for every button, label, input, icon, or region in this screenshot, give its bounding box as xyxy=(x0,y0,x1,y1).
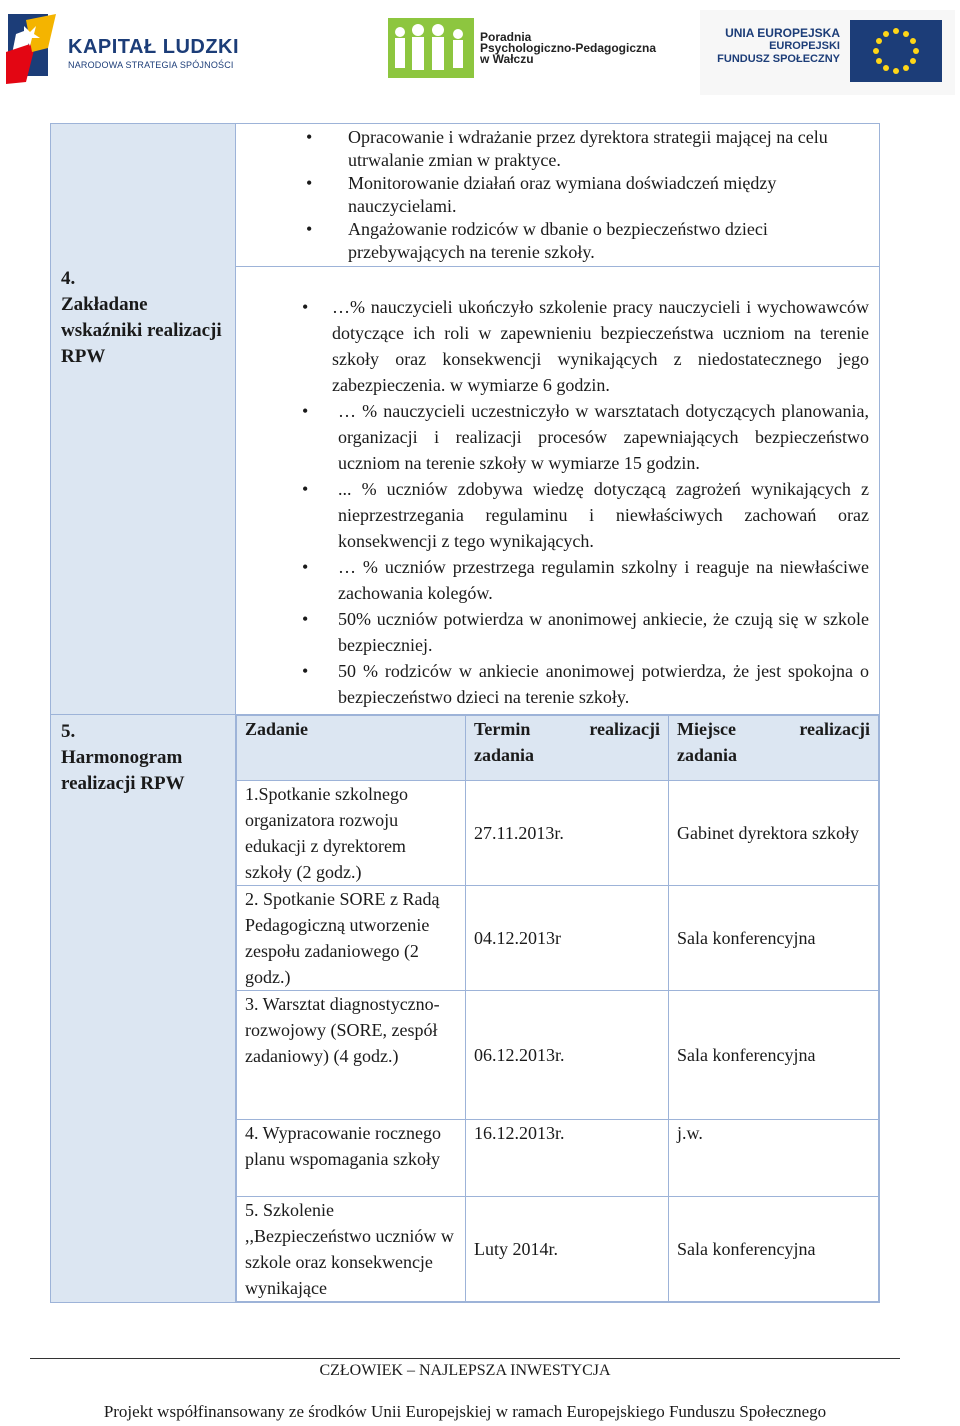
poradnia-line2: Psychologiczno-Pedagogiczna xyxy=(480,41,657,55)
header-date-word2: realizacji xyxy=(589,719,660,739)
kapital-ludzki-title: KAPITAŁ LUDZKI xyxy=(68,36,240,58)
indicator-bullet: • … % uczniów przestrzega regulamin szkolny i reaguje na niewłaściwe zachowania kolegów. xyxy=(236,554,879,606)
date-cell: 06.12.2013r. xyxy=(466,991,669,1120)
strategy-bullet: • Monitorowanie działań oraz wymiana doświadczeń między nauczycielami. xyxy=(236,172,879,218)
section-5-content xyxy=(236,715,880,1303)
date-cell: Luty 2014r. xyxy=(466,1197,669,1302)
header-date-word1: Termin xyxy=(474,719,531,739)
section-4-label-cell xyxy=(51,124,236,715)
ue-line3: FUNDUSZ SPOŁECZNY xyxy=(717,53,840,65)
header-date xyxy=(466,716,669,781)
place-cell: Gabinet dyrektora szkoły xyxy=(669,781,879,886)
kapital-ludzki-emblem-icon xyxy=(6,12,64,86)
harmonogram-row xyxy=(237,1120,879,1197)
strategy-bullets xyxy=(236,124,879,267)
poradnia-line3: w Wałczu xyxy=(480,52,534,66)
footer-slogan: CZŁOWIEK – NAJLEPSZA INWESTYCJA xyxy=(319,1362,611,1379)
indicator-bullet: • 50 % rodziców w ankiecie anonimowej potwierdza, że jest spokojna o bezpieczeństwo dzieci na terenie szkoły. xyxy=(236,658,879,710)
header-task xyxy=(237,716,466,781)
section-5-row xyxy=(51,715,880,1303)
place-cell: j.w. xyxy=(669,1120,879,1197)
date-cell: 16.12.2013r. xyxy=(466,1120,669,1197)
section-4-number: 4. xyxy=(61,268,76,289)
ue-text xyxy=(716,26,840,66)
section-5-label: Harmonogram realizacji RPW xyxy=(61,747,185,794)
indicator-bullet: • ... % uczniów zdobywa wiedzę dotyczącą zagrożeń wynikających z nieprzestrzegania regulaminu i niewłaściwych zachowań oraz konsekwencji z tego wynikających. xyxy=(236,476,879,554)
poradnia-line1: Poradnia xyxy=(480,30,532,44)
task-cell: 5. Szkolenie ,,Bezpieczeństwo uczniów w szkole oraz konsekwencje wynikające xyxy=(237,1197,466,1302)
place-cell: Sala konferencyjna xyxy=(669,1197,879,1302)
harmonogram-row xyxy=(237,781,879,886)
header-place xyxy=(669,716,879,781)
header-place-word3: zadania xyxy=(677,745,738,765)
harmonogram-header xyxy=(237,716,879,781)
header-logos xyxy=(0,0,960,100)
task-cell: 4. Wypracowanie rocznego planu wspomagania szkoły xyxy=(237,1120,466,1197)
task-cell: 2. Spotkanie SORE z Radą Pedagogiczną utworzenie zespołu zadaniowego (2 godz.) xyxy=(237,886,466,991)
kapital-ludzki-logo xyxy=(6,12,246,88)
indicator-bullet: • …% nauczycieli ukończyło szkolenie pracy nauczycieli i wychowawców dotyczące ich roli w zapewnieniu bezpieczeństwa uczniom na terenie szkoły oraz konsekwencji wynikających z niedostatecznego jego zabezpieczenia. w wymiarze 6 godzin. xyxy=(236,294,879,398)
header-place-word2: realizacji xyxy=(799,719,870,739)
harmonogram-row xyxy=(237,991,879,1120)
indicator-bullet: • 50% uczniów potwierdza w anonimowej ankiecie, że czują się w szkole bezpieczniej. xyxy=(236,606,879,658)
footer-project-note: Projekt współfinansowany ze środków Unii Europejskiej w ramach Europejskiego Funduszu Społecznego xyxy=(103,1402,827,1421)
task-cell: 1.Spotkanie szkolnego organizatora rozwoju edukacji z dyrektorem szkoły (2 godz.) xyxy=(237,781,466,886)
header-date-word3: zadania xyxy=(474,745,535,765)
place-cell: Sala konferencyjna xyxy=(669,991,879,1120)
section-4-label: Zakładane wskaźniki realizacji RPW xyxy=(61,294,222,367)
date-cell: 27.11.2013r. xyxy=(466,781,669,886)
header-place-word1: Miejsce xyxy=(677,719,736,739)
kapital-ludzki-subtitle: NARODOWA STRATEGIA SPÓJNOŚCI xyxy=(68,60,234,70)
rpw-table xyxy=(50,123,880,1303)
strategy-bullet: • Angażowanie rodziców w dbanie o bezpieczeństwo dzieci przebywających na terenie szkoły. xyxy=(236,218,879,264)
poradnia-logo xyxy=(388,18,663,80)
section-4-content xyxy=(236,124,880,715)
section-4-row xyxy=(51,124,880,715)
section-5-label-cell xyxy=(51,715,236,1303)
section-5-number: 5. xyxy=(61,721,76,742)
indicator-bullets xyxy=(236,267,879,714)
place-cell: Sala konferencyjna xyxy=(669,886,879,991)
harmonogram-row xyxy=(237,886,879,991)
harmonogram-row xyxy=(237,1197,879,1302)
ue-line2: EUROPEJSKI xyxy=(769,40,840,52)
header-task-label: Zadanie xyxy=(245,719,309,739)
task-cell: 3. Warsztat diagnostyczno-rozwojowy (SORE, zespół zadaniowy) (4 godz.) xyxy=(237,991,466,1120)
ue-line1: UNIA EUROPEJSKA xyxy=(725,26,840,40)
indicator-bullet: • … % nauczycieli uczestniczyło w warsztatach dotyczących planowania, organizacji i realizacji procesów zapewniających bezpieczeństwo uczniom na terenie szkoły w wymiarze 15 godzin. xyxy=(236,398,879,476)
footer-divider xyxy=(30,1358,900,1359)
strategy-bullet: • Opracowanie i wdrażanie przez dyrektora strategii mającej na celu utrwalanie zmian w praktyce. xyxy=(236,126,879,172)
eu-flag-icon xyxy=(850,20,942,82)
date-cell: 04.12.2013r xyxy=(466,886,669,991)
poradnia-name xyxy=(480,32,656,65)
unia-europejska-logo xyxy=(700,10,955,95)
poradnia-people-icon xyxy=(388,18,474,78)
harmonogram-table xyxy=(236,715,879,1302)
